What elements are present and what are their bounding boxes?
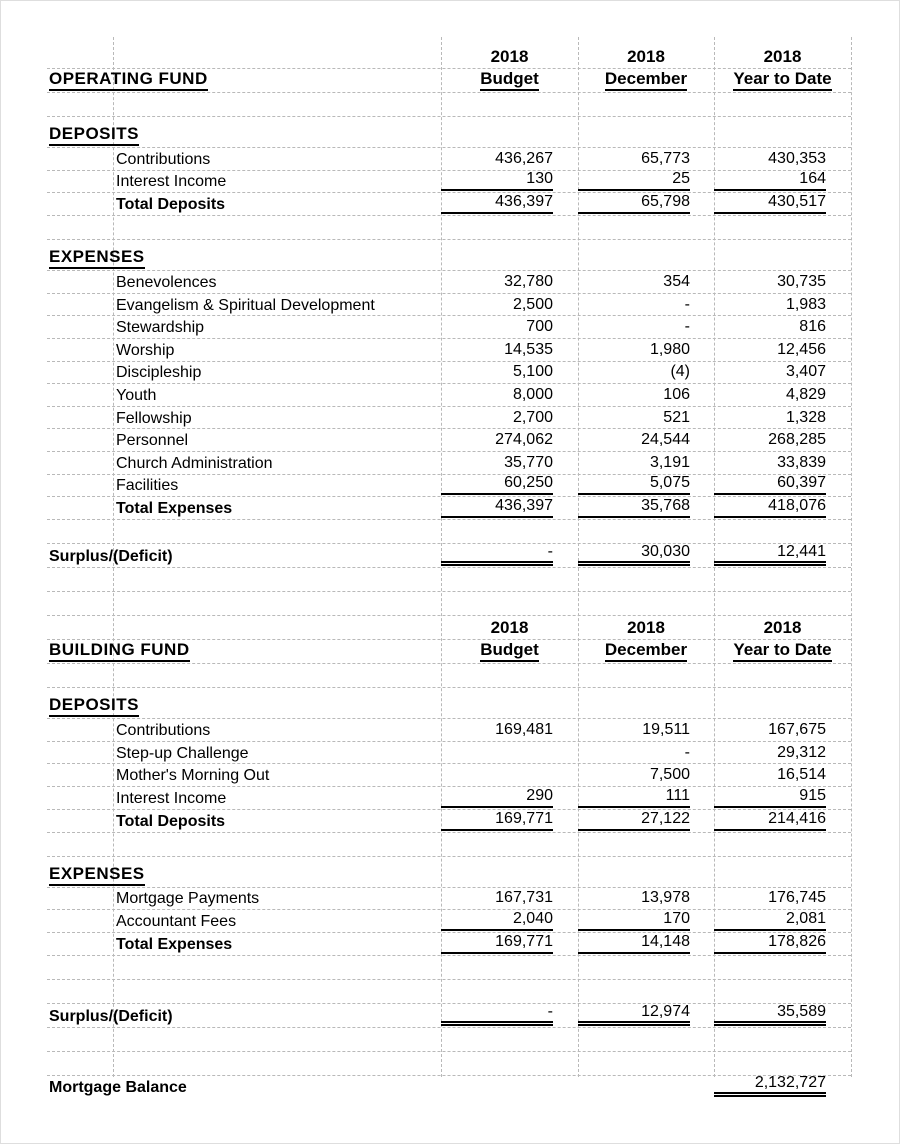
row-label: BUILDING FUND [49, 641, 190, 662]
label-cell [47, 746, 441, 763]
value-cell [578, 1004, 714, 1026]
year-header: 2018 [627, 47, 665, 67]
december-value: 30,030 [578, 544, 690, 566]
label-cell [47, 298, 441, 315]
value-cell [714, 475, 851, 495]
table-row [47, 787, 851, 810]
value-cell [441, 48, 578, 67]
ytd-value: 915 [714, 788, 826, 808]
column-header: December [605, 641, 687, 662]
value-cell [441, 544, 578, 566]
row-label: Church Administration [116, 454, 273, 472]
ytd-value: 1,328 [785, 408, 826, 426]
column-header: Budget [480, 70, 539, 91]
year-header: 2018 [763, 47, 802, 67]
table-row [47, 362, 851, 385]
value-cell [441, 641, 578, 662]
value-cell [714, 544, 851, 566]
budget-value: - [441, 1004, 553, 1026]
value-cell [578, 475, 714, 495]
value-cell [578, 544, 714, 566]
blank-row [47, 93, 851, 117]
blank-row [47, 592, 851, 616]
ytd-value: 167,675 [768, 720, 826, 738]
label-cell [47, 937, 441, 954]
ytd-value: 430,517 [714, 194, 826, 214]
value-cell [441, 811, 578, 831]
budget-value: 169,771 [441, 811, 553, 831]
budget-value: - [441, 544, 553, 566]
ytd-value: 2,081 [714, 911, 826, 931]
ytd-value: 35,589 [714, 1004, 826, 1026]
label-cell [47, 388, 441, 405]
value-cell [714, 364, 851, 382]
budget-value: 60,250 [441, 475, 553, 495]
budget-value: 32,780 [504, 272, 553, 290]
value-cell [714, 48, 851, 67]
label-cell [47, 549, 441, 566]
value-cell [578, 342, 714, 360]
ytd-value: 12,441 [714, 544, 826, 566]
row-label: Interest Income [116, 789, 227, 807]
label-cell [47, 501, 441, 518]
mortgage-row [47, 1073, 851, 1103]
table-row [47, 719, 851, 742]
value-cell [714, 455, 851, 473]
budget-value: 290 [441, 788, 553, 808]
budget-value: 436,267 [495, 149, 553, 167]
row-label: OPERATING FUND [49, 70, 208, 91]
value-cell [441, 70, 578, 91]
value-cell [441, 410, 578, 428]
value-cell [441, 319, 578, 337]
budget-value: 5,100 [512, 363, 553, 381]
label-cell [47, 696, 441, 717]
budget-value: 2,040 [441, 911, 553, 931]
value-cell [714, 297, 851, 315]
value-cell [441, 475, 578, 495]
label-cell [47, 478, 441, 495]
label-cell [47, 433, 441, 450]
value-cell [578, 319, 714, 337]
table-row [47, 384, 851, 407]
december-value: 1,980 [649, 340, 690, 358]
table-row [47, 764, 851, 787]
value-cell [578, 151, 714, 169]
budget-value: 169,771 [441, 934, 553, 954]
value-cell [578, 194, 714, 214]
ytd-value: 29,312 [777, 743, 826, 761]
label-cell [47, 865, 441, 886]
label-cell [47, 723, 441, 740]
row-label: Contributions [116, 150, 211, 168]
table-row [47, 888, 851, 911]
row-label: Discipleship [116, 364, 202, 382]
value-cell [714, 890, 851, 908]
budget-value: 2,500 [512, 295, 553, 313]
column-header: December [605, 70, 687, 91]
value-cell [578, 70, 714, 91]
december-value: 354 [663, 272, 690, 290]
label-cell [47, 641, 441, 662]
row-label: Facilities [116, 477, 179, 495]
row-label: Surplus/(Deficit) [49, 548, 173, 566]
december-value: 12,974 [578, 1004, 690, 1026]
value-cell [578, 455, 714, 473]
value-cell [714, 767, 851, 785]
ytd-value: 12,456 [777, 340, 826, 358]
budget-value: 8,000 [512, 385, 553, 403]
ytd-value: 816 [799, 318, 826, 336]
surplus-row [47, 1004, 851, 1028]
budget-value: 436,397 [441, 194, 553, 214]
table-row [47, 407, 851, 430]
column-header: Year to Date [733, 641, 831, 662]
fund-row [47, 69, 851, 93]
table-row [47, 910, 851, 933]
value-cell [578, 890, 714, 908]
label-cell [47, 814, 441, 831]
blank-row [47, 833, 851, 857]
row-label: Accountant Fees [116, 912, 237, 930]
row-label: Step-up Challenge [116, 744, 249, 762]
value-cell [578, 934, 714, 954]
budget-value: 274,062 [495, 431, 553, 449]
value-cell [714, 745, 851, 763]
ytd-value: 214,416 [714, 811, 826, 831]
value-cell [441, 274, 578, 292]
table-row [47, 148, 851, 171]
label-cell [47, 248, 441, 269]
row-label: Surplus/(Deficit) [49, 1007, 173, 1025]
value-cell [578, 767, 714, 785]
label-cell [47, 1009, 441, 1026]
blank-row [47, 956, 851, 980]
value-cell [441, 194, 578, 214]
table-row [47, 193, 851, 216]
tail-row [47, 1103, 851, 1144]
table-row [47, 933, 851, 956]
budget-value: 436,397 [441, 498, 553, 518]
value-cell [578, 641, 714, 662]
value-cell [441, 722, 578, 740]
ytd-value: 4,829 [785, 385, 826, 403]
table-row [47, 294, 851, 317]
blank-row [47, 216, 851, 240]
december-value: 25 [578, 171, 690, 191]
value-cell [441, 342, 578, 360]
value-cell [714, 722, 851, 740]
label-cell [47, 365, 441, 382]
december-value: 106 [663, 385, 690, 403]
value-cell [441, 455, 578, 473]
ytd-value: 164 [714, 171, 826, 191]
value-cell [714, 319, 851, 337]
label-cell [47, 914, 441, 931]
year-header: 2018 [490, 47, 529, 67]
value-cell [441, 387, 578, 405]
value-cell [441, 364, 578, 382]
value-cell [578, 498, 714, 518]
grid-vline [851, 37, 852, 1077]
value-cell [714, 342, 851, 360]
value-cell [714, 70, 851, 91]
value-cell [441, 432, 578, 450]
value-cell [441, 890, 578, 908]
budget-value: 167,731 [495, 889, 553, 907]
row-label: Contributions [116, 721, 211, 739]
value-cell [441, 788, 578, 808]
value-cell [441, 498, 578, 518]
value-cell [578, 619, 714, 638]
table-row [47, 316, 851, 339]
row-label: EXPENSES [49, 248, 145, 269]
report-table [47, 1, 851, 1144]
value-cell [578, 811, 714, 831]
budget-value: 2,700 [512, 408, 553, 426]
value-cell [714, 432, 851, 450]
december-value: 19,511 [642, 720, 690, 738]
label-cell [47, 1080, 441, 1097]
label-cell [47, 70, 441, 91]
budget-value: 35,770 [504, 453, 553, 471]
value-cell [578, 788, 714, 808]
value-cell [714, 171, 851, 191]
value-cell [578, 432, 714, 450]
row-label: Mortgage Payments [116, 890, 260, 908]
section-row [47, 117, 851, 148]
value-cell [578, 745, 714, 763]
december-value: 14,148 [578, 934, 690, 954]
value-cell [714, 410, 851, 428]
value-cell [578, 171, 714, 191]
row-label: Fellowship [116, 409, 192, 427]
label-cell [47, 320, 441, 337]
year-header: 2018 [627, 618, 665, 638]
ytd-value: 33,839 [777, 453, 826, 471]
december-value: - [684, 318, 690, 336]
row-label: Benevolences [116, 273, 217, 291]
ytd-value: 268,285 [768, 431, 826, 449]
blank-row [47, 1052, 851, 1076]
december-value: 13,978 [641, 889, 690, 907]
ytd-value: 178,826 [714, 934, 826, 954]
december-value: 65,773 [641, 149, 690, 167]
table-row [47, 452, 851, 475]
blank-row [47, 1028, 851, 1052]
row-label: Total Deposits [116, 812, 226, 830]
blank-row [47, 980, 851, 1004]
section-row [47, 857, 851, 888]
value-cell [714, 934, 851, 954]
december-value: (4) [670, 363, 690, 381]
spacer-row [47, 1, 851, 45]
ytd-value: 3,407 [785, 363, 826, 381]
row-label: Interest Income [116, 173, 227, 191]
column-header: Budget [480, 641, 539, 662]
value-cell [441, 619, 578, 638]
table-row [47, 171, 851, 194]
table-row [47, 429, 851, 452]
ytd-value: 176,745 [768, 889, 826, 907]
ytd-value: 30,735 [777, 272, 826, 290]
table-row [47, 742, 851, 765]
row-label: DEPOSITS [49, 125, 139, 146]
budget-value: 700 [526, 318, 553, 336]
year-row [47, 616, 851, 640]
label-cell [47, 174, 441, 191]
budget-value: 14,535 [504, 340, 553, 358]
value-cell [714, 788, 851, 808]
ytd-value: 2,132,727 [714, 1075, 826, 1097]
year-header: 2018 [490, 618, 529, 638]
value-cell [714, 619, 851, 638]
value-cell [714, 194, 851, 214]
value-cell [441, 171, 578, 191]
section-row [47, 688, 851, 719]
december-value: 27,122 [578, 811, 690, 831]
value-cell [714, 498, 851, 518]
label-cell [47, 152, 441, 169]
ytd-value: 60,397 [714, 475, 826, 495]
label-cell [47, 768, 441, 785]
value-cell [714, 1075, 851, 1097]
december-value: 521 [663, 408, 690, 426]
label-cell [47, 343, 441, 360]
row-label: Total Expenses [116, 500, 233, 518]
table-row [47, 339, 851, 362]
row-label: Personnel [116, 432, 189, 450]
value-cell [578, 911, 714, 931]
row-label: Stewardship [116, 319, 205, 337]
value-cell [441, 911, 578, 931]
value-cell [714, 811, 851, 831]
table-row [47, 497, 851, 520]
blank-row [47, 520, 851, 544]
label-cell [47, 411, 441, 428]
budget-value: 130 [441, 171, 553, 191]
label-cell [47, 275, 441, 292]
budget-value: 169,481 [495, 720, 553, 738]
value-cell [714, 911, 851, 931]
value-cell [441, 934, 578, 954]
december-value: 65,798 [578, 194, 690, 214]
year-row [47, 45, 851, 69]
ytd-value: 430,353 [768, 149, 826, 167]
fund-row [47, 640, 851, 664]
ytd-value: 1,983 [785, 295, 826, 313]
row-label: DEPOSITS [49, 696, 139, 717]
table-row [47, 810, 851, 833]
year-header: 2018 [763, 618, 802, 638]
label-cell [47, 456, 441, 473]
ytd-value: 16,514 [777, 766, 826, 784]
value-cell [441, 1004, 578, 1026]
label-cell [47, 891, 441, 908]
label-cell [47, 197, 441, 214]
ytd-value: 418,076 [714, 498, 826, 518]
value-cell [714, 1004, 851, 1026]
value-cell [578, 48, 714, 67]
value-cell [578, 722, 714, 740]
value-cell [441, 297, 578, 315]
december-value: - [684, 295, 690, 313]
december-value: - [684, 743, 690, 761]
value-cell [714, 387, 851, 405]
december-value: 5,075 [578, 475, 690, 495]
row-label: Youth [116, 386, 157, 404]
value-cell [714, 641, 851, 662]
row-label: Mother's Morning Out [116, 767, 270, 785]
row-label: Mortgage Balance [49, 1078, 187, 1096]
blank-row [47, 568, 851, 592]
december-value: 7,500 [649, 766, 690, 784]
december-value: 111 [578, 788, 690, 808]
label-cell [47, 125, 441, 146]
value-cell [578, 387, 714, 405]
value-cell [714, 151, 851, 169]
column-header: Year to Date [733, 70, 831, 91]
table-row [47, 475, 851, 498]
row-label: EXPENSES [49, 865, 145, 886]
value-cell [714, 274, 851, 292]
row-label: Worship [116, 341, 175, 359]
blank-row [47, 664, 851, 688]
row-label: Total Deposits [116, 196, 226, 214]
surplus-row [47, 544, 851, 568]
december-value: 24,544 [641, 431, 690, 449]
value-cell [578, 297, 714, 315]
december-value: 3,191 [649, 453, 690, 471]
value-cell [578, 274, 714, 292]
value-cell [578, 410, 714, 428]
value-cell [578, 364, 714, 382]
row-label: Evangelism & Spiritual Development [116, 296, 375, 314]
december-value: 35,768 [578, 498, 690, 518]
value-cell [441, 151, 578, 169]
table-row [47, 271, 851, 294]
december-value: 170 [578, 911, 690, 931]
row-label: Total Expenses [116, 935, 233, 953]
label-cell [47, 791, 441, 808]
section-row [47, 240, 851, 271]
